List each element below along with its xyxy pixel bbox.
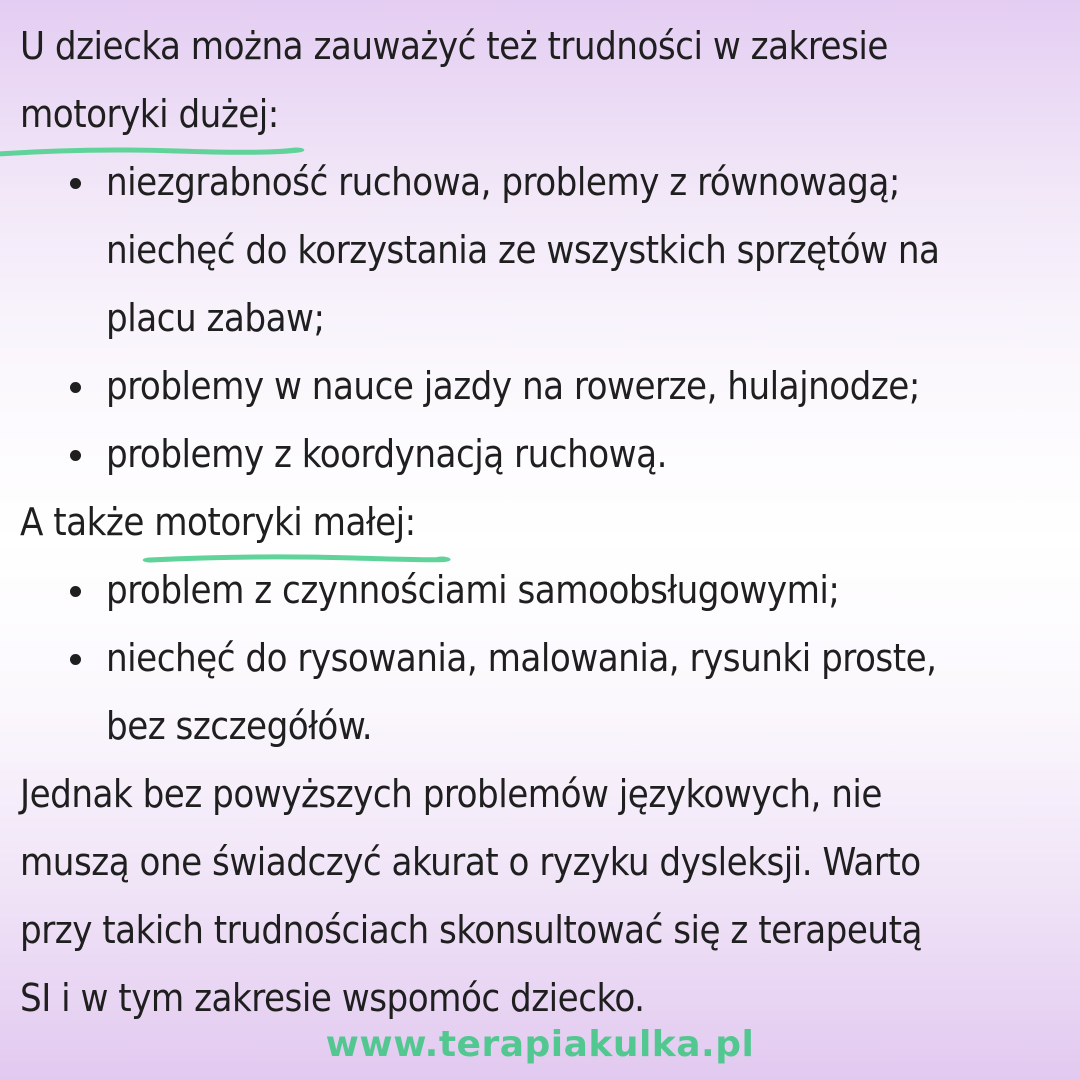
highlight-text: motoryki małej: (154, 500, 416, 544)
paragraph-line: Jednak bez powyższych problemów językowych, nie (20, 772, 882, 816)
highlight-text: motoryki dużej: (20, 92, 279, 136)
list-item: problemy z koordynacją ruchową. (20, 420, 1060, 488)
website-url: www.terapiakulka.pl (325, 1024, 755, 1065)
bullet-icon (70, 382, 81, 393)
paragraph-line: przy takich trudnościach skonsultować się z terapeutą (20, 908, 922, 952)
article-body (20, 12, 1060, 1032)
list-item-continuation: placu zabaw; (106, 296, 325, 340)
list-item-continuation: niechęć do korzystania ze wszystkich sprzętów na (106, 228, 940, 272)
highlight-gross-motor (20, 80, 279, 148)
bullet-list-fine-motor (20, 556, 1060, 760)
intro-line: U dziecka można zauważyć też trudności w zakresie (20, 24, 888, 68)
list-item: problemy w nauce jazdy na rowerze, hulajnodze; (20, 352, 1060, 420)
bullet-icon (70, 450, 81, 461)
paragraph-line: SI i w tym zakresie wspomóc dziecko. (20, 976, 645, 1020)
paragraph-line: muszą one świadczyć akurat o ryzyku dysleksji. Warto (20, 840, 921, 884)
section-heading-gross-motor (20, 80, 1060, 148)
bullet-icon (70, 586, 81, 597)
section-heading-fine-motor: A także motoryki małej: (20, 488, 1060, 556)
list-item: niechęć do rysowania, malowania, rysunki proste, (20, 624, 1060, 692)
conclusion-paragraph (20, 760, 1060, 1032)
list-item: niezgrabność ruchowa, problemy z równowagą; (20, 148, 1060, 216)
bullet-icon (70, 654, 81, 665)
list-item-continuation: bez szczegółów. (106, 704, 373, 748)
bullet-list-gross-motor (20, 148, 1060, 488)
bullet-icon (70, 178, 81, 189)
highlight-fine-motor (154, 488, 415, 556)
list-item: problem z czynnościami samoobsługowymi; (20, 556, 1060, 624)
